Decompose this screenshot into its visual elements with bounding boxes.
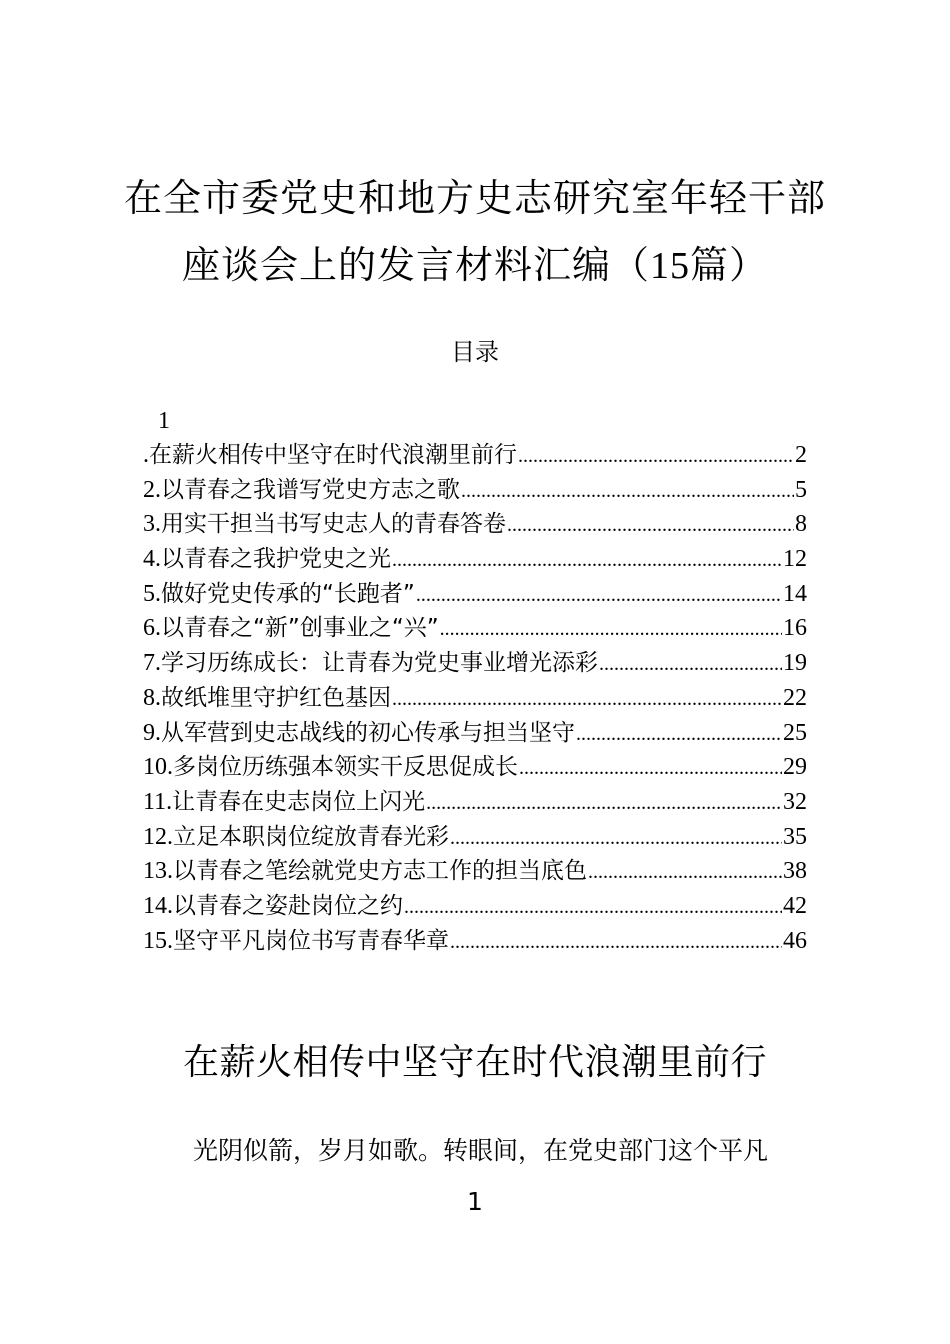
toc-entry[interactable] bbox=[143, 820, 807, 855]
document-title-line-2 bbox=[0, 243, 950, 288]
toc-entry-label: 以青春之我护党史之光 bbox=[161, 546, 391, 573]
toc-entry-title bbox=[143, 507, 506, 542]
toc-entry-label: 在薪火相传中坚守在时代浪潮里前行 bbox=[149, 442, 517, 468]
toc-entry[interactable] bbox=[143, 542, 807, 577]
toc-entry-page: 46 bbox=[783, 927, 807, 954]
toc-dot-leader bbox=[450, 925, 782, 960]
toc-entry-number: 12. bbox=[143, 823, 173, 850]
toc-entry-page: 5 bbox=[795, 476, 807, 503]
toc-entry[interactable] bbox=[143, 854, 807, 889]
toc-entry-page: 8 bbox=[795, 511, 807, 538]
document-title-line-2-prefix: 座谈会上的发言材料汇编（ bbox=[181, 243, 650, 287]
toc-entry-number: 5. bbox=[143, 580, 161, 607]
document-title-line-1: 在全市委党史和地方史志研究室年轻干部 bbox=[123, 176, 826, 220]
section-title: 在薪火相传中坚守在时代浪潮里前行 bbox=[182, 1042, 767, 1083]
toc-entry-page: 22 bbox=[783, 684, 807, 711]
toc-entry-title bbox=[143, 750, 518, 785]
toc-entry-number: 8. bbox=[143, 684, 161, 711]
toc-entry-page: 12 bbox=[783, 546, 807, 573]
toc-entry-label: 坚守平凡岗位书写青春华章 bbox=[173, 927, 449, 954]
toc-entry-number: 13. bbox=[143, 858, 173, 885]
toc-entry-label: 以青春之我谱写党史方志之歌 bbox=[161, 476, 460, 503]
toc-entry-number: 4. bbox=[143, 546, 161, 573]
toc-entry-label: 让青春在史志岗位上闪光 bbox=[172, 788, 426, 815]
toc-entry-page: 32 bbox=[783, 788, 807, 815]
toc-entry-page: 14 bbox=[783, 580, 807, 607]
toc-entry-title bbox=[143, 681, 391, 716]
toc-entry-page: 29 bbox=[783, 754, 807, 781]
toc-entry-number: 3. bbox=[143, 511, 161, 538]
toc-entry-label: 以青春之笔绘就党史方志工作的担当底色 bbox=[173, 858, 587, 885]
toc-entry[interactable] bbox=[143, 473, 807, 508]
toc-entry-number: 7. bbox=[143, 650, 161, 677]
toc-entry-label: 多岗位历练强本领实干反思促成长 bbox=[173, 754, 518, 781]
document-title-line-2-suffix: 篇） bbox=[690, 243, 769, 287]
toc-dot-leader bbox=[588, 855, 782, 890]
toc-entry[interactable] bbox=[143, 507, 807, 542]
toc-entry-label: 故纸堆里守护红色基因 bbox=[161, 684, 391, 711]
toc-entry-label: 立足本职岗位绽放青春光彩 bbox=[173, 823, 449, 850]
toc-dot-leader bbox=[599, 647, 782, 682]
toc-entry-title bbox=[143, 785, 425, 820]
toc-entry-title bbox=[143, 473, 460, 508]
toc-dot-leader bbox=[426, 786, 782, 821]
toc-dot-leader bbox=[519, 751, 782, 786]
toc-entry[interactable] bbox=[143, 924, 807, 959]
toc-entry-title bbox=[143, 577, 415, 612]
toc-entry[interactable] bbox=[143, 438, 807, 473]
toc-entry-title bbox=[143, 820, 449, 855]
toc-dot-leader bbox=[404, 890, 782, 925]
document-title-count: 15 bbox=[650, 245, 690, 287]
toc-entry-number: 11. bbox=[143, 788, 173, 815]
toc-dot-leader bbox=[392, 543, 782, 578]
toc-dot-leader bbox=[461, 474, 794, 509]
toc-entry-page: 2 bbox=[795, 442, 807, 468]
toc-entry-number: 14. bbox=[143, 892, 173, 919]
toc-dot-leader bbox=[392, 682, 782, 717]
toc-dot-leader bbox=[518, 439, 794, 474]
toc-entry-title bbox=[143, 924, 449, 959]
toc-entry-page: 25 bbox=[783, 719, 807, 746]
toc-dot-leader bbox=[450, 821, 782, 856]
toc-entry[interactable] bbox=[143, 611, 807, 646]
toc-entry-title bbox=[143, 611, 439, 646]
toc-dot-leader bbox=[440, 612, 782, 647]
toc-entry-label: 以青春之姿赴岗位之约 bbox=[173, 892, 403, 919]
toc-entry-title bbox=[143, 542, 391, 577]
toc-entry-page: 19 bbox=[783, 650, 807, 677]
body-paragraph-first-line: 光阴似箭，岁月如歌。转眼间，在党史部门这个平凡 bbox=[193, 1136, 769, 1165]
toc-entry[interactable] bbox=[143, 889, 807, 924]
toc-entry-label: 做好党史传承的“长跑者” bbox=[161, 580, 415, 607]
toc-entry[interactable] bbox=[143, 750, 807, 785]
page-number: 1 bbox=[467, 1187, 483, 1216]
toc-entry-title bbox=[143, 438, 517, 473]
toc-entry-title bbox=[143, 889, 403, 924]
toc-heading: 目录 bbox=[451, 338, 499, 366]
toc-entry-label: 以青春之“新”创事业之“兴” bbox=[161, 615, 439, 642]
toc-entry[interactable] bbox=[143, 785, 807, 820]
toc-entry-label: 用实干担当书写史志人的青春答卷 bbox=[161, 511, 506, 538]
toc-entry-label: 学习历练成长：让青春为党史事业增光添彩 bbox=[161, 650, 598, 677]
toc-dot-leader bbox=[507, 508, 794, 543]
toc-entry-number: 6. bbox=[143, 615, 161, 642]
toc-dot-leader bbox=[416, 578, 782, 613]
toc-entry-page: 16 bbox=[783, 615, 807, 642]
toc-dot-leader bbox=[576, 717, 782, 752]
toc-orphan-number: 1 bbox=[158, 408, 170, 434]
toc-entry-page: 35 bbox=[783, 823, 807, 850]
toc-entry-title bbox=[143, 854, 587, 889]
toc-entry-page: 42 bbox=[783, 892, 807, 919]
toc-entry-number: 2. bbox=[143, 476, 161, 503]
toc-entry[interactable] bbox=[143, 716, 807, 751]
toc-entry-title bbox=[143, 646, 598, 681]
toc-entry-number: 10. bbox=[143, 754, 173, 781]
toc-entry-number: . bbox=[143, 442, 149, 468]
toc-entry-number: 15. bbox=[143, 927, 173, 954]
toc-entry[interactable] bbox=[143, 577, 807, 612]
toc-entry-label: 从军营到史志战线的初心传承与担当坚守 bbox=[161, 719, 575, 746]
toc-entry-page: 38 bbox=[783, 858, 807, 885]
toc-entry-title bbox=[143, 716, 575, 751]
toc-entry[interactable] bbox=[143, 681, 807, 716]
toc-entry-number: 9. bbox=[143, 719, 161, 746]
toc-entry[interactable] bbox=[143, 646, 807, 681]
table-of-contents bbox=[143, 438, 807, 958]
